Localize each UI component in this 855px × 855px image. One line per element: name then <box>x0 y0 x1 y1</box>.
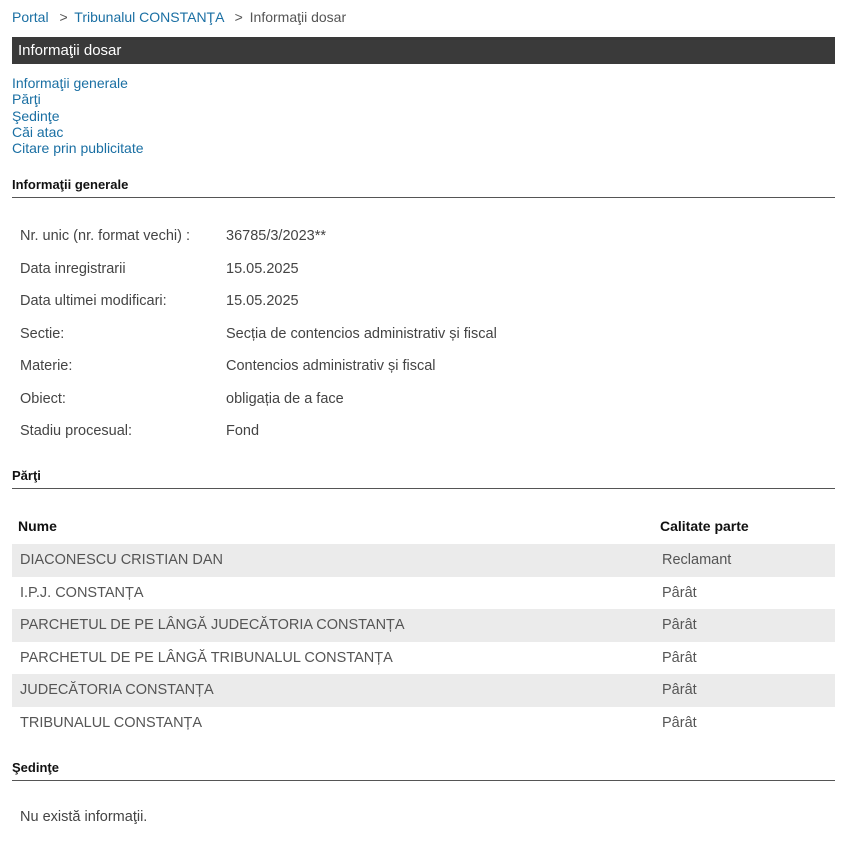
party-name: TRIBUNALUL CONSTANȚA <box>20 714 203 731</box>
table-row <box>12 577 835 610</box>
breadcrumb-court-link[interactable]: Tribunalul CONSTANŢA <box>74 9 224 25</box>
party-role: Pârât <box>662 617 697 633</box>
party-role: Pârât <box>662 714 697 731</box>
info-label: Nr. unic (nr. format vechi) : <box>20 228 191 244</box>
breadcrumb-portal-link[interactable]: Portal <box>12 9 49 25</box>
section-title-hearings: Şedinţe <box>12 760 835 781</box>
nav-link-parties[interactable]: Părţi <box>12 91 41 108</box>
info-value: 15.05.2025 <box>226 260 299 277</box>
party-role: Pârât <box>662 649 697 666</box>
party-name: PARCHETUL DE PE LÂNGĂ JUDECĂTORIA CONSTANȚA <box>20 617 405 633</box>
column-header-role: Calitate parte <box>660 518 749 534</box>
info-value: Contencios administrativ și fiscal <box>226 358 436 374</box>
breadcrumb-separator: > <box>234 9 243 25</box>
breadcrumb-separator: > <box>59 9 68 25</box>
column-header-name: Nume <box>18 518 57 534</box>
section-title-parties: Părţi <box>12 468 835 489</box>
hearings-empty-message: Nu există informaţii. <box>20 809 148 825</box>
breadcrumb <box>12 9 346 25</box>
party-name: I.P.J. CONSTANȚA <box>20 584 144 601</box>
table-row <box>12 674 835 707</box>
party-name: JUDECĂTORIA CONSTANȚA <box>20 682 214 698</box>
table-row <box>12 544 835 577</box>
party-role: Reclamant <box>662 552 732 568</box>
breadcrumb-current: Informaţii dosar <box>249 9 347 25</box>
page-title-bar <box>12 37 835 64</box>
info-value: 15.05.2025 <box>226 293 299 309</box>
table-row <box>12 707 835 740</box>
info-value: Fond <box>226 423 260 439</box>
info-value: 36785/3/2023** <box>226 228 326 244</box>
nav-link-appeals[interactable]: Căi atac <box>12 123 64 140</box>
nav-link-general-info[interactable]: Informaţii generale <box>12 75 128 91</box>
info-label: Stadiu procesual: <box>20 423 133 439</box>
nav-link-hearings[interactable]: Şedinţe <box>12 107 60 124</box>
info-label: Data ultimei modificari: <box>20 293 167 309</box>
page-title: Informaţii dosar <box>18 42 122 59</box>
party-role: Pârât <box>662 584 697 601</box>
info-value: Secția de contencios administrativ și fiscal <box>226 325 497 342</box>
party-role: Pârât <box>662 682 697 698</box>
table-row <box>12 609 835 642</box>
nav-link-public-summons[interactable]: Citare prin publicitate <box>12 140 144 157</box>
section-nav <box>12 75 144 156</box>
party-name: PARCHETUL DE PE LÂNGĂ TRIBUNALUL CONSTANȚA <box>20 649 393 666</box>
info-value: obligația de a face <box>226 390 344 407</box>
info-label: Materie: <box>20 358 73 374</box>
party-name: DIACONESCU CRISTIAN DAN <box>20 552 224 568</box>
parties-table <box>12 544 835 739</box>
parties-table-header <box>12 510 835 542</box>
info-label: Sectie: <box>20 325 65 342</box>
section-title-general-info: Informaţii generale <box>12 177 835 198</box>
table-row <box>12 642 835 675</box>
info-label: Obiect: <box>20 390 66 407</box>
info-label: Data inregistrarii <box>20 260 126 277</box>
